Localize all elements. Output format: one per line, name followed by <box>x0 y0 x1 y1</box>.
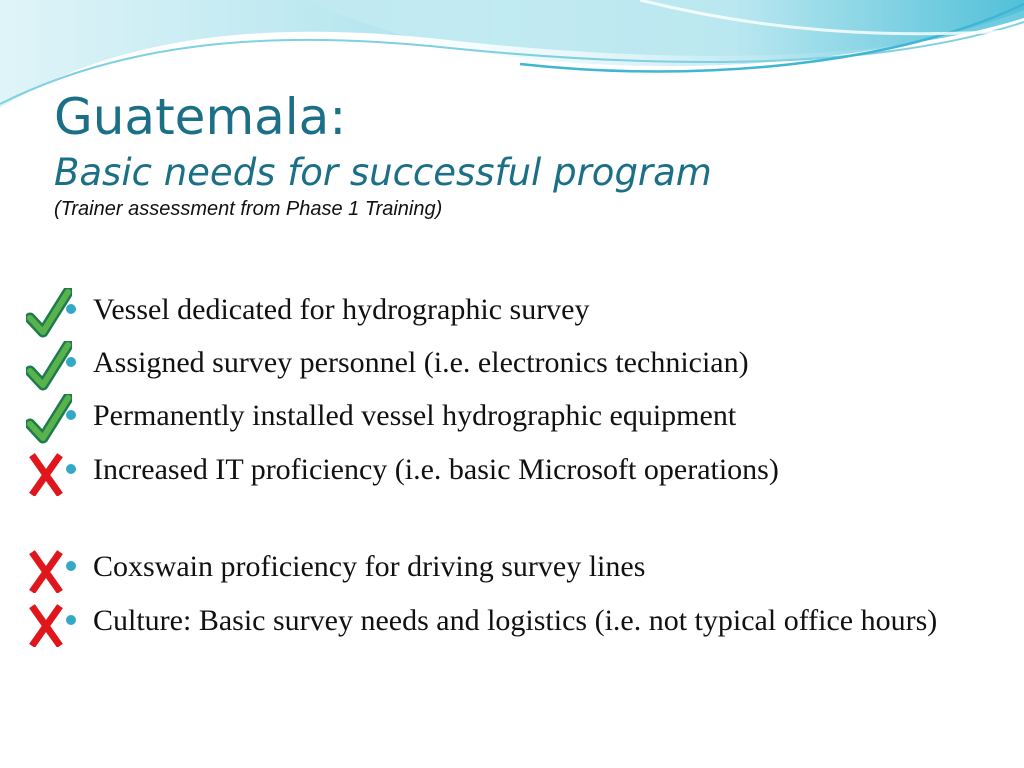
bullet-dot <box>66 410 76 420</box>
check-icon <box>26 288 72 338</box>
list-item-text: Culture: Basic survey needs and logistics (i.e. not typical office hours) <box>93 604 938 637</box>
title-block <box>54 84 984 222</box>
cross-icon <box>26 549 72 593</box>
list-item-text: Coxswain proficiency for driving survey lines <box>93 550 646 583</box>
bullet-dot <box>66 464 76 474</box>
slide-title: Guatemala: <box>54 88 347 146</box>
cross-icon <box>26 452 72 496</box>
bullet-dot <box>66 304 76 314</box>
list-item-text: Permanently installed vessel hydrographic equipment <box>93 399 737 432</box>
bullet-dot <box>66 561 76 571</box>
list-item-text: Increased IT proficiency (i.e. basic Microsoft operations) <box>93 453 779 486</box>
bullet-dot <box>66 357 76 367</box>
bullet-dot <box>66 615 76 625</box>
check-icon <box>26 341 72 391</box>
list-item-text: Vessel dedicated for hydrographic survey <box>93 293 590 326</box>
slide-subtitle: Basic needs for successful program <box>54 151 712 194</box>
cross-icon <box>26 603 72 647</box>
check-icon <box>26 394 72 444</box>
list-item-text: Assigned survey personnel (i.e. electronics technician) <box>93 346 749 379</box>
slide-note: (Trainer assessment from Phase 1 Training) <box>54 198 443 220</box>
